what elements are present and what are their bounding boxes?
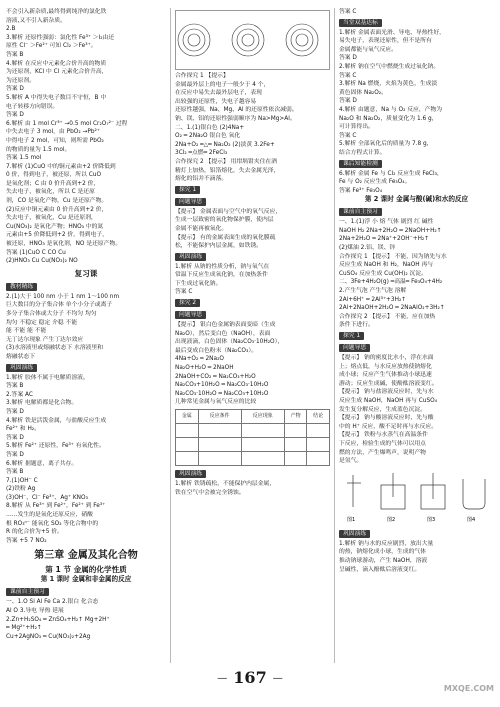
text-line: 元素由+5 价降低到+2 价，得到电子， <box>6 232 108 239</box>
text-line: 4.解析 在反应中元素化合价升高的物质 <box>6 60 107 67</box>
text-line: 答案 C <box>339 9 357 15</box>
text-line: 2NaOH+CO₂ ═ Na₂CO₃+H₂O <box>175 373 256 380</box>
text-line: 0 价，得到电子，被还原，所以 CuO <box>6 172 102 179</box>
section-tag: 巩固演练 <box>175 253 206 261</box>
text-line: 能 不能 能 不能 <box>6 328 47 335</box>
text-line: 合作探究 1 【提示】 <box>175 73 229 79</box>
text-line: 金属都能与氧气反应。 <box>339 46 397 53</box>
text-line: 2Na+2H₂O ═ 2Na⁺+2OH⁻+H₂↑ <box>339 236 430 243</box>
text-line: 熔化的铝并不滴落。 <box>175 176 228 183</box>
text-line: 一、1.O Si Al Fe Ca 2.银白 化合态 <box>6 599 99 606</box>
text-line: 答案 C <box>175 289 193 296</box>
text-line: (3)水溶液里或熔融状态下 水溶液里和 <box>6 345 104 352</box>
answers-block-c <box>6 374 166 546</box>
section-title: 第 1 节 金属的化学性质 <box>45 565 127 575</box>
text-line: 答案 (1)CuO C CO Cu <box>6 249 66 256</box>
section-tag: 巩固演练 <box>6 364 37 372</box>
text-line: 5.解析 全部氧化后的质量为 7.8 g， <box>339 141 433 148</box>
text-line: Cu(NO₃)₂ 是氧化产物；HNO₃ 中的氮 <box>6 223 104 230</box>
text-line: 金属不能再被氧化。 <box>175 225 228 232</box>
text-line: 2.B <box>6 26 16 33</box>
text-line: O₂ ═ 2Na₂O 银白色 氧化 <box>175 133 241 140</box>
text-line: 的物质的量为 1.5 mol。 <box>6 146 71 153</box>
text-line: 3Cl₂ ═点燃═ 2FeCl₃ <box>175 150 228 157</box>
text-line: 3.解析 Na 燃烧，火焰为黄色，生成淡 <box>339 81 438 88</box>
text-line: 【提示】 有的金属表面生成的氧化膜疏 <box>175 234 276 241</box>
text-line: 精灯上加热，铝箔熔化，失去金属光泽， <box>175 167 280 174</box>
atom-structure-diagram <box>175 10 330 70</box>
text-line: 钠、镁、铝的还原性强弱顺序为 Na>Mg>Al。 <box>175 115 296 122</box>
text-line: 还原性越强，Na、Mg、Al 的还原性依次减弱。 <box>175 107 298 114</box>
text-line: 【提示】 铁粉与水蒸气在高温条件 <box>339 432 428 439</box>
text-line: 条件下进行。 <box>339 322 374 329</box>
section-tag: 当堂双基达标 <box>339 19 382 27</box>
text-line: 1.解析 胶体不属于电解质溶液。 <box>6 374 89 381</box>
text-line: 黄色固体 Na₂O₂。 <box>339 89 387 96</box>
text-line: 答案 B <box>6 383 24 390</box>
text-line: Na₂O 和 Na₂O₂，质量变化为 1.6 g， <box>339 115 438 122</box>
answers-block-d <box>339 218 494 330</box>
text-line: 4.解析 由题意，Na 与 O₂ 反应，产物为 <box>339 106 443 113</box>
text-line: 可计算得出。 <box>339 124 374 131</box>
text-line: 熔融状态下 <box>6 353 35 360</box>
text-line: 答案 D <box>339 98 357 105</box>
text-line: 答案 C <box>339 72 357 79</box>
text-line: 反应生成 NaOH，NaOH 再与 CuSO₄ <box>339 397 438 404</box>
atom-rings-icon <box>176 11 326 69</box>
text-line: 失去电子，被氧化，所以 C 是还原 <box>6 189 95 196</box>
text-line: 为还原剂。 <box>6 77 35 84</box>
text-line: ……发生的是氧化还原反应，硝酸 <box>6 512 93 519</box>
text-line: 均匀 不稳定 稳定 介稳 不能 <box>6 319 78 326</box>
text-line: 巨大数目的分子集合体 单个小分子或离子 <box>6 302 113 309</box>
text-line: 7.解析 (1)CuO 中的铜元素由+2 价降低到 <box>6 163 116 170</box>
text-line: 二、1.(1)银白色 (2)4Na+ <box>175 124 245 131</box>
text-line: 下反应，检验生成的气体可以用点 <box>339 440 426 447</box>
answers-block-d <box>175 321 330 407</box>
text-line: 【提示】 金属表面与空气中的氧气反应， <box>175 208 282 215</box>
text-line: 反应生成 NaOH 和 H₂，NaOH 再与 <box>339 262 434 269</box>
text-line: 4Na+O₂ ═ 2Na₂O <box>175 356 224 363</box>
text-line: 7.(1)OH⁻ C <box>6 477 38 484</box>
text-line: 6.解析 据题意，离子共存。 <box>6 460 78 467</box>
text-line: 原性 Cl⁻ ＞Fe²⁺ 可知 Cl₂ ＞Fe³⁺。 <box>6 43 97 50</box>
text-line: 1.解析 金属表面光滑、导电、导热性好， <box>339 29 445 36</box>
text-line: 生成一层致密的氧化物保护膜，使内层 <box>175 217 274 224</box>
table-header-row <box>176 410 330 424</box>
text-line: 2.(1)大于 100 nm 小于 1 nm 1～100 nm <box>6 293 120 300</box>
lab-apparatus-icon <box>339 469 494 525</box>
text-line: 答案 B <box>6 51 24 58</box>
text-line: ═ Mg²⁺+H₂↑ <box>6 625 42 632</box>
text-line: 是氢气。 <box>339 458 363 465</box>
figure-label: 图1 <box>347 516 356 523</box>
table-header-cell: 反应条件 <box>198 410 241 424</box>
text-line: 燃的方法，产生爆鸣声，说明产物 <box>339 449 426 456</box>
text-line: 答案 C <box>339 132 357 139</box>
apparatus-figure <box>339 469 494 525</box>
table-header-cell: 金属 <box>176 410 199 424</box>
answers-block-c <box>339 170 494 196</box>
text-line: 松，不能保护内层金属，如铁锈。 <box>175 243 262 250</box>
table-header-cell: 反应现象 <box>241 410 284 424</box>
text-line: 在反应中易失去最外层电子，表现 <box>175 90 262 97</box>
answers-block-a <box>6 8 166 266</box>
text-line: 答案 D <box>339 55 357 62</box>
text-line: 溶液,又不引入新杂质。 <box>6 17 66 24</box>
text-line: Na₂O+H₂O ═ 2NaOH <box>175 365 234 372</box>
answers-block-f <box>339 540 494 574</box>
text-line: 6.解析 由 1 mol Cr³⁺ →0.5 mol Cr₂O₇²⁻ 过程 <box>6 120 128 127</box>
text-line: 答案 B <box>6 469 24 476</box>
review-title: 复习课 <box>74 268 98 278</box>
column-middle <box>170 8 330 663</box>
table-row <box>176 424 330 438</box>
text-line: 几种常见金属与氧气反应的比较 <box>175 399 257 406</box>
text-line: 答案 D <box>6 451 24 458</box>
text-line: 是氧化剂；C 由 0 价升高到+2 价， <box>6 180 100 187</box>
text-line: 合作探究 1 【提示】 不能，因为钠先与水 <box>339 253 447 260</box>
answers-block-e <box>339 354 494 466</box>
text-line: 答案 D <box>6 408 24 415</box>
answers-block-e <box>175 480 330 497</box>
table-row <box>176 438 330 452</box>
metal-oxygen-table <box>175 409 330 466</box>
column-right <box>334 8 494 663</box>
answers-block-b <box>175 208 330 251</box>
text-line: 呈碱性，滴入酚酞后溶液变红。 <box>339 566 421 573</box>
text-line: 上；熔点低，与水反应放热使钠熔化 <box>339 363 432 370</box>
text-line: 出较强的还原性，失电子越容易 <box>175 98 257 105</box>
table-header-cell: 结论 <box>307 410 330 424</box>
section-tag: 课前自主预习 <box>6 588 49 596</box>
text-line: 二、3Fe+4H₂O(g) ═高温═ Fe₃O₄+4H₂ <box>339 279 443 286</box>
text-line: 合作探究 2 【提示】 用坩埚钳夹住在酒 <box>175 158 277 165</box>
text-line: Fe²⁺ 和 H₂。 <box>6 426 40 433</box>
text-line: (2)反应中铜元素由 0 价升高到+2 价， <box>6 206 108 213</box>
text-line: Na₂O），然后变白色（NaOH），表面 <box>175 330 271 337</box>
page-number-text: 167 <box>233 668 267 687</box>
text-line: 合作探究 2 【提示】 不能，应在加热 <box>339 313 436 320</box>
answers-block-a <box>175 72 330 184</box>
text-line: 发生复分解反应，生成蓝色沉淀。 <box>339 406 426 413</box>
text-line: NaOH H₂ 2Na+2H₂O ═ 2NaOH+H₂↑ <box>339 227 442 234</box>
lesson-title: 第 2 课时 金属与酸(碱)和水的反应 <box>364 195 469 204</box>
text-line: 1.解析 钠与水的反应剧烈，放出大量 <box>339 540 434 547</box>
answers-block-b <box>6 293 166 362</box>
text-line: 中的 H⁺ 反应，酸不足时再与水反应。 <box>339 423 438 430</box>
figure-label: 图3 <box>427 516 436 523</box>
text-line: 3.解析 电解质都是化合物。 <box>6 400 78 407</box>
answers-block-d <box>6 598 166 641</box>
text-line: 5.解析 Fe²⁺ 还原性，Fe³⁺ 有氧化性。 <box>6 443 105 450</box>
text-line: 1.解析 从钠的性质分析，钠与氧气在 <box>175 263 270 270</box>
text-line: 答案 +5 7 NO₂ <box>6 537 47 544</box>
table-row <box>176 452 330 466</box>
figure-label: 图2 <box>387 516 396 523</box>
text-line: 多分子集合体或大分子 不均匀 均匀 <box>6 311 97 317</box>
text-line: 易失电子，表现还原性，但不是所有 <box>339 38 432 45</box>
text-line: 2.答案 AC <box>6 391 33 398</box>
answers-block-b <box>339 29 494 158</box>
text-line: (2)铁粉 Ag <box>6 486 36 493</box>
section-tag: 探究 2 <box>175 299 200 307</box>
text-line: 2Al+2NaOH+2H₂O ═ 2NaAlO₂+3H₂↑ <box>339 305 445 312</box>
text-line: 剂，CO 是氧化产物，Cu 是还原产物。 <box>6 198 108 205</box>
text-line: CuSO₄ 反应生成 Cu(OH)₂ 沉淀。 <box>339 270 427 277</box>
section-tag: 巩固演练 <box>339 530 370 538</box>
text-line: 【提示】 钠与酸溶液反应时，先与酸 <box>339 415 434 422</box>
text-line: 根 RO₃ⁿ⁻ 能氧化 SO₂ 等化合物中的 <box>6 520 99 527</box>
answers-block-a <box>339 8 494 17</box>
text-line: (2)HNO₃ Cu Cu(NO₃)₂ NO <box>6 258 78 265</box>
text-line: 电子转移方向错误。 <box>6 103 59 110</box>
text-line: Fe 与 O₂ 反应生成 Fe₃O₄。 <box>339 179 411 186</box>
column-left <box>6 8 166 663</box>
text-line: (3)OH⁻、Cl⁻ Fe³⁺、Ag⁺ KNO₃ <box>6 494 88 501</box>
text-line: 被还原，HNO₃ 是氧化剂，NO 是还原产物。 <box>6 241 122 248</box>
section-tag: 问题导思 <box>175 311 206 319</box>
text-line: 一、1.(1)浮 小 熔 气体 剧烈 红 碱性 <box>339 219 434 226</box>
text-line: 推动钠球游动，产生 NaOH，溶液 <box>339 557 428 564</box>
text-line: Na₂CO₃+10H₂O ═ Na₂CO₃·10H₂O <box>175 382 269 389</box>
lesson-title: 第 1 课时 金属和非金属的反应 <box>40 575 132 584</box>
section-tag: 课前自主预习 <box>339 208 382 216</box>
text-line: 不会引入新杂质,最终得到纯净的氯化铁 <box>6 9 107 15</box>
text-line: Na₂CO₃·10H₂O ═ Na₂CO₃+10H₂O <box>175 390 269 397</box>
text-line: 【提示】 钠与盐溶液反应时，先与水 <box>339 389 434 396</box>
text-line: 2.Zn+H₂SO₄ ═ ZnSO₄+H₂↑ Mg+2H⁺ <box>6 616 110 623</box>
text-line: 2.产生气泡 产生气泡 溶解 <box>339 288 407 295</box>
text-line: 结合方程式计算。 <box>339 149 386 156</box>
text-line: 5.解析 A 中得失电子数目不守恒，B 中 <box>6 94 107 101</box>
text-line: Cu+2AgNO₃ ═ Cu(NO₃)₂+2Ag <box>6 633 91 640</box>
chapter-title: 第三章 金属及其化合物 <box>34 550 138 562</box>
text-line: 1.解析 铁锈疏松，不能保护内层金属， <box>175 481 276 487</box>
text-line: 出现液滴，白色固体（Na₂CO₃·10H₂O）， <box>175 339 284 346</box>
text-line: 8.解析 从 Fe³⁺ 到 Fe²⁺，Fe²⁺ 到 Fe³⁺ <box>6 503 106 510</box>
text-line: 失去电子，被氧化，Cu 是还原剂， <box>6 215 97 222</box>
text-line: 【提示】 钠的密度比水小，浮在水面 <box>339 355 434 361</box>
text-line: 答案 D <box>6 434 24 441</box>
text-line: 答案 Fe³⁺ Fe₃O₄ <box>339 187 383 194</box>
text-line: 无丁达尔现象 产生丁达尔效应 <box>6 336 84 343</box>
text-line: 【提示】 银白色金属钠表面变暗（生成 <box>175 322 276 329</box>
answers-block-c <box>175 263 330 297</box>
text-line: (2)煤油 2.铝、镁、锌 <box>339 245 396 252</box>
text-line: 下生成过氧化钠。 <box>175 280 222 287</box>
text-line: 答案 D <box>6 86 24 93</box>
section-tag: 问题导思 <box>175 198 206 206</box>
figure-label: 图4 <box>467 516 476 523</box>
text-line: 常温下反应生成氧化钠，在加热条件 <box>175 272 268 279</box>
text-line: 3.解析 还原性强弱：氯化性 Fe³⁺ ＞I₂由还 <box>6 34 115 41</box>
text-line: R 的化合价为+5 价。 <box>6 529 63 536</box>
watermark: MXQE.COM <box>443 684 494 693</box>
text-line: 为还原剂，KCl 中 Cl 元素化合价升高， <box>6 69 108 76</box>
text-line: 2Na+O₂ ═△═ Na₂O₂ (2)淡黄 3.2Fe+ <box>175 141 275 148</box>
text-line: 铁在空气中会被完全锈蚀。 <box>175 489 245 496</box>
text-line: 最后变成白色粉末（Na₂CO₃）。 <box>175 347 258 354</box>
table-header-cell: 产物 <box>284 410 307 424</box>
text-line: Al O 3.导电 导热 延展 <box>6 608 64 615</box>
text-line: 答案 D <box>6 112 24 119</box>
text-line: 的热，钠熔化成小球，生成的气体 <box>339 549 426 556</box>
text-line: 中得电子 2 mol，可知，则所需 PbO₂ <box>6 137 104 144</box>
text-line: 成小球；反应产生气体推动小球迅速 <box>339 372 432 379</box>
text-line: 6.解析 金属 Fe 与 Cl₂ 反应生成 FeCl₃， <box>339 170 443 177</box>
text-line: 4.解析 铁是活泼金属，与盐酸反应生成 <box>6 417 107 424</box>
text-line: 2.解析 钠在空气中燃烧生成过氧化钠。 <box>339 63 440 70</box>
text-line: 游动；反应生成碱，使酚酞溶液变红。 <box>339 380 438 387</box>
section-tag: 教材精练 <box>6 283 37 291</box>
text-line: 答案 1.5 mol <box>6 155 42 162</box>
page-number: — 167 — <box>217 668 283 687</box>
text-line: 中失去电子 3 mol，由 PbO₂ →Pb²⁺ <box>6 129 100 136</box>
section-tag: 巩固演练 <box>175 470 206 478</box>
text-line: 2Al+6H⁺ ═ 2Al³⁺+3H₂↑ <box>339 296 407 303</box>
section-tag: 课后知能检测 <box>339 160 382 168</box>
section-tag: 探究 1 <box>175 186 200 194</box>
section-tag: 问题导思 <box>339 344 370 352</box>
section-tag: 探究 1 <box>339 332 364 340</box>
text-line: 金属最外层上的电子一般少于 4 个， <box>175 81 270 88</box>
